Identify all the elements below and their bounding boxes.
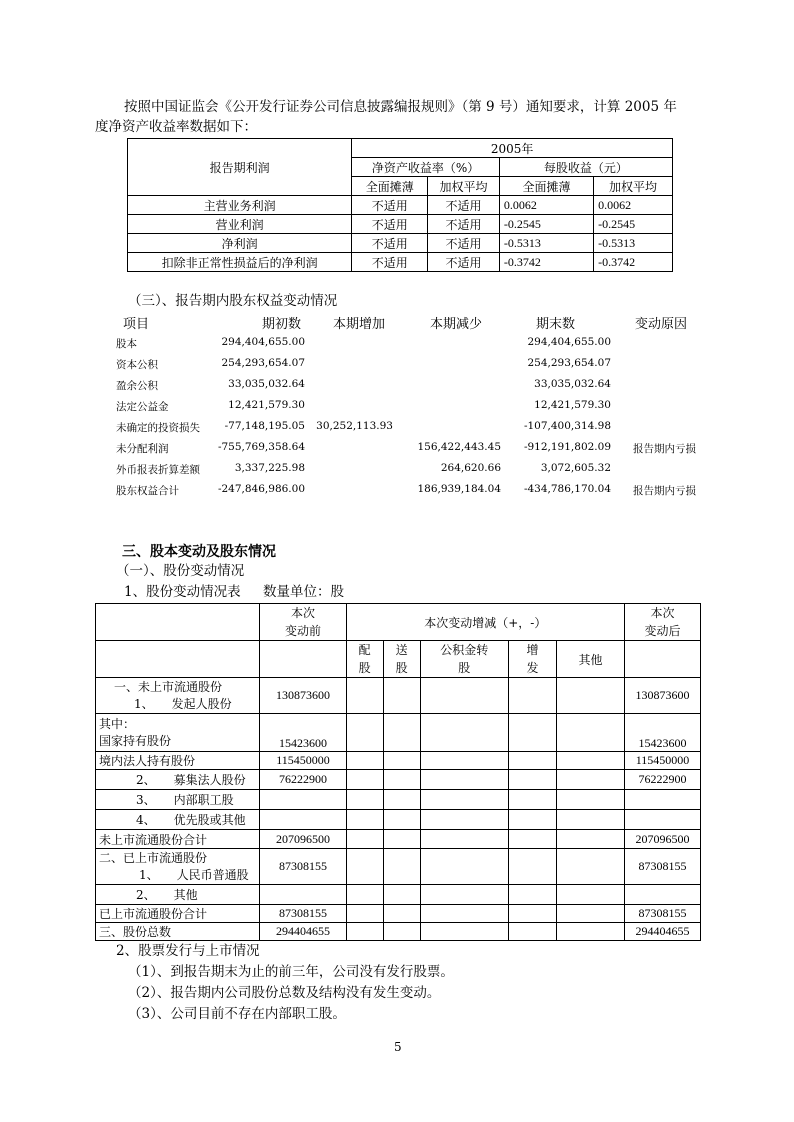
intro-line-1: 按照中国证监会《公开发行证券公司信息披露编报规则》（第 9 号）通知要求，计算 2005 年 bbox=[124, 99, 677, 115]
equity-row-item: 法定公益金 bbox=[116, 401, 169, 413]
equity-cell-begin: 33,035,032.64 bbox=[228, 378, 305, 390]
roe-cell: 不适用 bbox=[428, 234, 500, 253]
roe-col-label: 报告期利润 bbox=[128, 139, 352, 196]
equity-cell-end: 33,035,032.64 bbox=[534, 378, 611, 390]
share-row: 三、股份总数 294404655 294404655 bbox=[96, 923, 701, 941]
share-cell: 15423600 bbox=[260, 714, 346, 752]
roe-row bbox=[128, 234, 673, 253]
roe-cell: 不适用 bbox=[428, 215, 500, 234]
equity-header-dec: 本期减少 bbox=[430, 317, 483, 332]
roe-cell: 不适用 bbox=[352, 196, 428, 215]
equity-cell-dec: 264,620.66 bbox=[440, 462, 501, 474]
roe-row-label: 净利润 bbox=[128, 234, 352, 253]
share-row: 其中： 国家持有股份 15423600 15423600 bbox=[96, 714, 701, 752]
section3-sub1: （一）、股份变动情况 bbox=[116, 563, 245, 579]
share-sub-other: 其他 bbox=[557, 641, 625, 678]
share-sub-zeng: 增 发 bbox=[508, 641, 556, 678]
equity-cell-begin: -77,148,195.05 bbox=[224, 420, 305, 432]
share-sub-song: 送 股 bbox=[383, 641, 420, 678]
share-row: 二、已上市流通股份 1、 人民币普通股 87308155 87308155 bbox=[96, 849, 701, 885]
equity-cell-reason: 报告期内亏损 bbox=[633, 485, 696, 497]
equity-row-item: 未确定的投资损失 bbox=[116, 422, 200, 434]
share-row: 境内法人持有股份 115450000 115450000 bbox=[96, 752, 701, 770]
equity-cell-end: -912,191,802.09 bbox=[523, 441, 611, 453]
equity-cell-begin: 12,421,579.30 bbox=[228, 399, 305, 411]
share-row: 一、未上市流通股份 1、 发起人股份 130873600 130873600 bbox=[96, 678, 701, 714]
roe-cell: -0.3742 bbox=[594, 253, 673, 272]
share-cell: 76222900 bbox=[260, 770, 346, 790]
share-row: 2、 其他 bbox=[96, 885, 701, 905]
share-header-change: 本次变动增减（+，-） bbox=[346, 604, 624, 641]
equity-row-item: 盈余公积 bbox=[116, 380, 158, 392]
equity-header-inc: 本期增加 bbox=[333, 317, 386, 332]
issuance-item: （1）、到报告期末为止的前三年，公司没有发行股票。 bbox=[128, 964, 454, 980]
equity-cell-dec: 156,422,443.45 bbox=[417, 441, 501, 453]
roe-sub: 加权平均 bbox=[594, 177, 673, 196]
equity-title: （三）、报告期内股东权益变动情况 bbox=[128, 293, 338, 309]
roe-row bbox=[128, 253, 673, 272]
equity-cell-inc: 30,252,113.93 bbox=[316, 420, 393, 432]
share-cell: 87308155 bbox=[260, 905, 346, 923]
equity-cell-end: -434,786,170.04 bbox=[523, 483, 611, 495]
share-header-before: 本次 变动前 bbox=[260, 604, 346, 641]
share-row: 2、 募集法人股份 76222900 76222900 bbox=[96, 770, 701, 790]
share-header-after: 本次 变动后 bbox=[624, 604, 700, 641]
section3-title: 三、股本变动及股东情况 bbox=[122, 544, 276, 560]
equity-row-item: 未分配利润 bbox=[116, 443, 169, 455]
roe-cell: 0.0062 bbox=[499, 196, 593, 215]
roe-table bbox=[127, 138, 673, 272]
equity-cell-end: 3,072,605.32 bbox=[540, 462, 611, 474]
share-cell: 15423600 bbox=[624, 714, 700, 752]
share-cell: 87308155 bbox=[624, 849, 700, 885]
share-cell: 294404655 bbox=[624, 923, 700, 941]
roe-cell: -0.5313 bbox=[499, 234, 593, 253]
equity-cell-begin: -755,769,358.64 bbox=[217, 441, 305, 453]
equity-cell-dec: 186,939,184.04 bbox=[417, 483, 501, 495]
share-cell: 87308155 bbox=[624, 905, 700, 923]
equity-row-item: 股东权益合计 bbox=[116, 485, 179, 497]
equity-cell-reason: 报告期内亏损 bbox=[633, 443, 696, 455]
equity-row-item: 资本公积 bbox=[116, 359, 158, 371]
roe-sub: 加权平均 bbox=[428, 177, 500, 196]
issuance-item: （2）、报告期内公司股份总数及结构没有发生变动。 bbox=[128, 985, 441, 1001]
share-cell: 76222900 bbox=[624, 770, 700, 790]
equity-header-reason: 变动原因 bbox=[635, 317, 688, 332]
roe-year: 2005年 bbox=[352, 139, 673, 158]
share-cell: 130873600 bbox=[260, 678, 346, 714]
share-cell: 115450000 bbox=[624, 752, 700, 770]
roe-cell: -0.3742 bbox=[499, 253, 593, 272]
section3-sub2: 1、股份变动情况表 bbox=[124, 584, 241, 600]
equity-header-begin: 期初数 bbox=[262, 317, 302, 332]
equity-cell-begin: -247,846,986.00 bbox=[217, 483, 305, 495]
issuance-item: （3）、公司目前不存在内部职工股。 bbox=[128, 1006, 346, 1022]
share-row: 3、 内部职工股 bbox=[96, 790, 701, 810]
roe-cell: 不适用 bbox=[352, 234, 428, 253]
share-cell: 87308155 bbox=[260, 849, 346, 885]
roe-cell: 不适用 bbox=[428, 253, 500, 272]
share-sub-pei: 配 股 bbox=[346, 641, 383, 678]
roe-group-2: 每股收益（元） bbox=[499, 158, 672, 177]
roe-row-label: 主营业务利润 bbox=[128, 196, 352, 215]
equity-cell-end: 12,421,579.30 bbox=[534, 399, 611, 411]
equity-header-end: 期末数 bbox=[536, 317, 576, 332]
page-number: 5 bbox=[394, 1040, 402, 1054]
roe-sub: 全面摊薄 bbox=[352, 177, 428, 196]
share-cell: 207096500 bbox=[260, 830, 346, 849]
equity-cell-begin: 3,337,225.98 bbox=[234, 462, 305, 474]
roe-cell: -0.2545 bbox=[594, 215, 673, 234]
roe-cell: -0.2545 bbox=[499, 215, 593, 234]
equity-row-item: 外币报表折算差额 bbox=[116, 464, 200, 476]
section3-unit: 数量单位：股 bbox=[263, 584, 344, 600]
roe-row bbox=[128, 215, 673, 234]
roe-row-label: 扣除非正常性损益后的净利润 bbox=[128, 253, 352, 272]
roe-cell: -0.5313 bbox=[594, 234, 673, 253]
roe-cell: 不适用 bbox=[428, 196, 500, 215]
equity-cell-end: -107,400,314.98 bbox=[523, 420, 611, 432]
equity-cell-begin: 254,293,654.07 bbox=[221, 357, 305, 369]
share-cell: 207096500 bbox=[624, 830, 700, 849]
roe-row-label: 营业利润 bbox=[128, 215, 352, 234]
equity-row-item: 股本 bbox=[116, 338, 137, 350]
roe-group-1: 净资产收益率（%） bbox=[352, 158, 500, 177]
share-sub-gjj: 公积金转 股 bbox=[420, 641, 508, 678]
share-change-table bbox=[95, 603, 701, 941]
equity-cell-end: 254,293,654.07 bbox=[527, 357, 611, 369]
intro-line-2: 度净资产收益率数据如下： bbox=[95, 119, 257, 135]
equity-cell-end: 294,404,655.00 bbox=[527, 336, 611, 348]
roe-cell: 不适用 bbox=[352, 253, 428, 272]
roe-sub: 全面摊薄 bbox=[499, 177, 593, 196]
share-cell: 294404655 bbox=[260, 923, 346, 941]
roe-cell: 0.0062 bbox=[594, 196, 673, 215]
share-row: 已上市流通股份合计 87308155 87308155 bbox=[96, 905, 701, 923]
share-row: 4、 优先股或其他 bbox=[96, 810, 701, 830]
share-row: 未上市流通股份合计 207096500 207096500 bbox=[96, 830, 701, 849]
equity-cell-begin: 294,404,655.00 bbox=[221, 336, 305, 348]
roe-row bbox=[128, 196, 673, 215]
roe-cell: 不适用 bbox=[352, 215, 428, 234]
equity-header-item: 项目 bbox=[123, 317, 150, 332]
share-cell: 115450000 bbox=[260, 752, 346, 770]
share-cell: 130873600 bbox=[624, 678, 700, 714]
issuance-title: 2、股票发行与上市情况 bbox=[116, 943, 260, 959]
